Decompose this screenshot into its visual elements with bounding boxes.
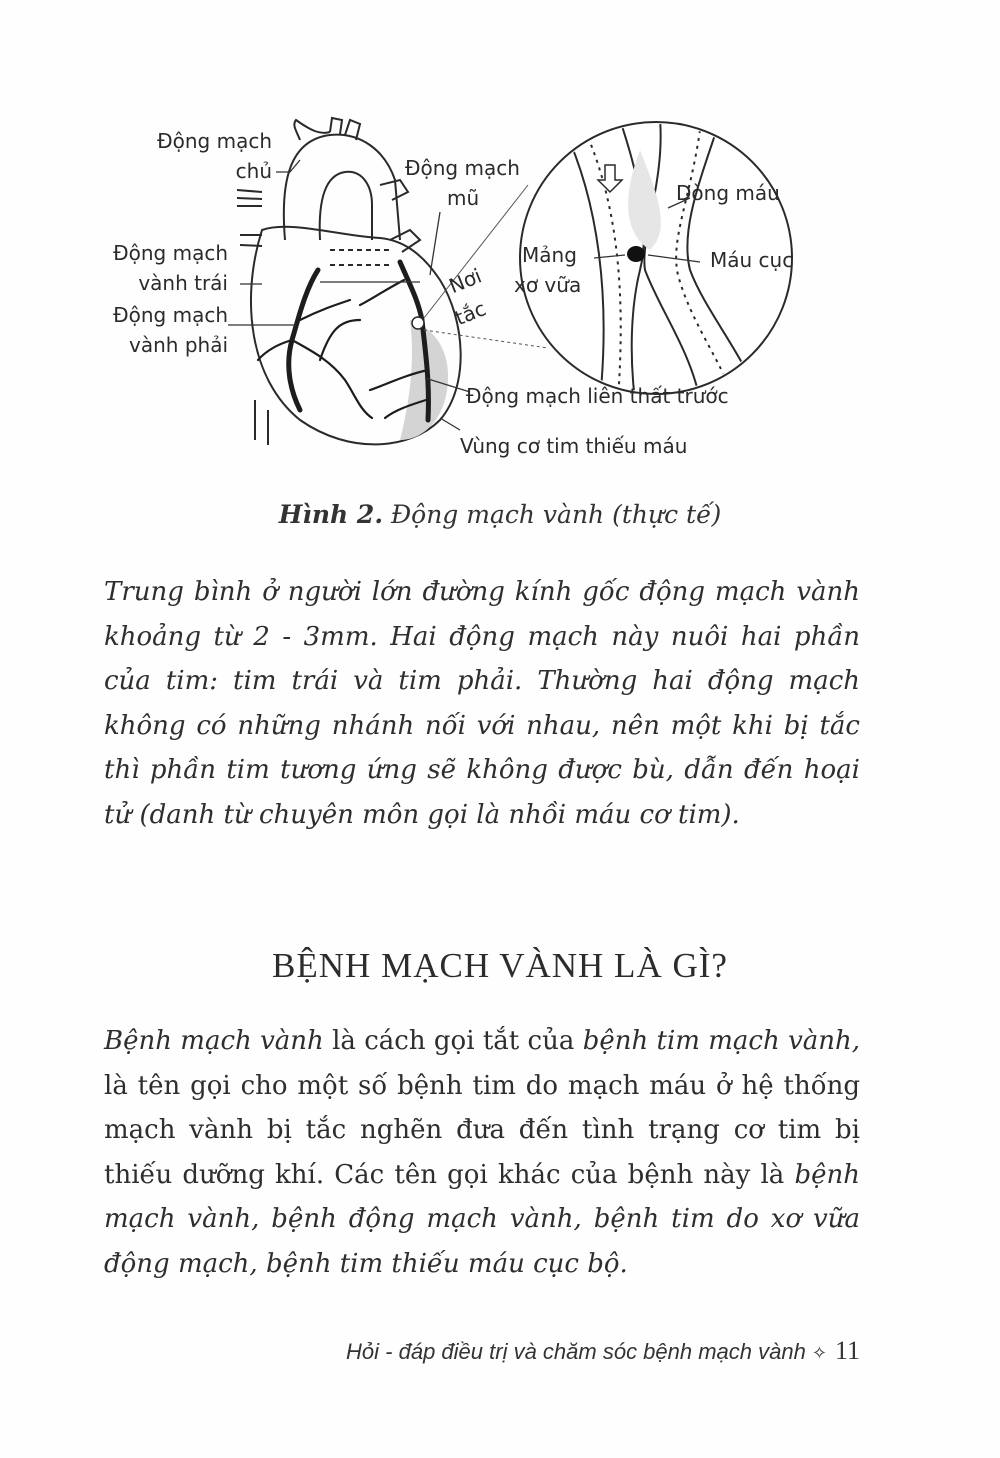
ornament-icon: ✧ [811,1343,827,1363]
paragraph-coronary-diameter: Trung bình ở người lớn đường kính gốc động mạch vành khoảng từ 2 - 3mm. Hai động mạch này nuôi hai phần của tim: tim trái và tim phải. Thường hai động mạch không có những nhánh nối với nhau, nên một khi bị tắc thì phần tim tương ứng sẽ không được bù, dẫn đến hoại tử (danh từ chuyên môn gọi là nhồi máu cơ tim). [104,577,860,830]
label-blood-flow: Dòng máu [676,181,780,205]
label-circumflex-line2: mũ [447,186,480,210]
term-coronary-heart-disease: bệnh tim mạch vành, [582,1026,861,1056]
label-blood-clot: Máu cục [710,248,794,272]
running-title: Hỏi - đáp điều trị và chăm sóc bệnh mạch vành [346,1339,806,1364]
label-occlusion-line1: Nơi [445,263,485,299]
label-plaque-line2: xơ vữa [514,273,582,297]
term-coronary-disease: Bệnh mạch vành [104,1026,324,1056]
label-ischemic-zone: Vùng cơ tim thiếu máu [460,434,688,458]
label-aorta-line1: Động mạch [157,129,272,153]
label-lad-artery: Động mạch liên thất trước [466,384,729,408]
label-left-coronary-line2: vành trái [138,271,228,295]
label-left-coronary-line1: Động mạch [113,241,228,265]
label-circumflex-line1: Động mạch [405,156,520,180]
paragraph-text-1: là cách gọi tắt của [323,1026,583,1056]
paragraph-definition [104,1019,860,1286]
figure-caption [0,500,1000,529]
page-number: 11 [834,1336,860,1365]
paragraph-text-2: là tên gọi cho một số bệnh tim do mạch máu ở hệ thống mạch vành bị tắc nghẽn đưa đến tình trạng cơ tim bị thiếu dưỡng khí. Các tên gọi khác của bệnh này là [104,1070,860,1190]
page-footer [0,1336,860,1366]
label-aorta-line2: chủ [235,159,272,183]
label-occlusion-line2: tắc [451,296,490,331]
coronary-artery-figure [0,0,1000,480]
label-right-coronary-line2: vành phải [129,333,228,357]
figure-number: Hình 2. [278,500,384,529]
label-plaque-line1: Mảng [522,243,577,267]
figure-title: Động mạch vành (thực tế) [383,500,722,529]
section-heading: BỆNH MẠCH VÀNH LÀ GÌ? [272,946,728,985]
term-alternative-names: bệnh mạch vành, bệnh động mạch vành, bệnh tim do xơ vữa động mạch, bệnh tim thiếu máu cục bộ. [104,1159,860,1279]
label-right-coronary-line1: Động mạch [113,303,228,327]
